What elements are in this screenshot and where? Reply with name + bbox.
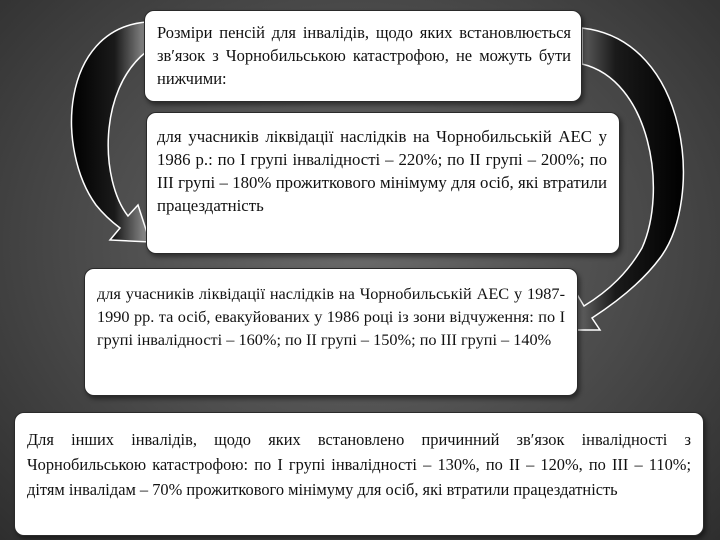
liquidators-1987-1990-box [84, 268, 578, 396]
intro-box [144, 10, 582, 102]
liquidators-1987-1990-text: для учасників ліквідації наслідків на Чорнобильській АЕС у 1987-1990 рр. та осіб, евакуйованих у 1986 році із зони відчуження: по І групі інвалідності – 160%; по ІІ групі – 150%; по ІІІ групі – 140% [97, 284, 565, 349]
liquidators-1986-text: для учасників ліквідації наслідків на Чорнобильській АЕС у 1986 р.: по І групі інвалідності – 220%; по ІІ групі – 200%; по ІІІ групі – 180% прожиткового мінімуму для осіб, які втратили працездатність [157, 127, 607, 215]
liquidators-1986-box [146, 112, 620, 254]
intro-text: Розміри пенсій для інвалідів, щодо яких встановлюється зв′язок з Чорнобильською катастрофою, не можуть бути нижчими: [157, 23, 571, 88]
other-invalids-box [14, 412, 704, 536]
left-curved-arrow [72, 22, 150, 242]
other-invalids-text: Для інших інвалідів, щодо яких встановлено причинний зв′язок інвалідності з Чорнобильською катастрофою: по І групі інвалідності – 130%, по ІІ – 120%, по ІІІ – 110%; дітям інвалідам – 70% прожиткового мінімуму для осіб, які втратили працездатність [27, 430, 691, 499]
